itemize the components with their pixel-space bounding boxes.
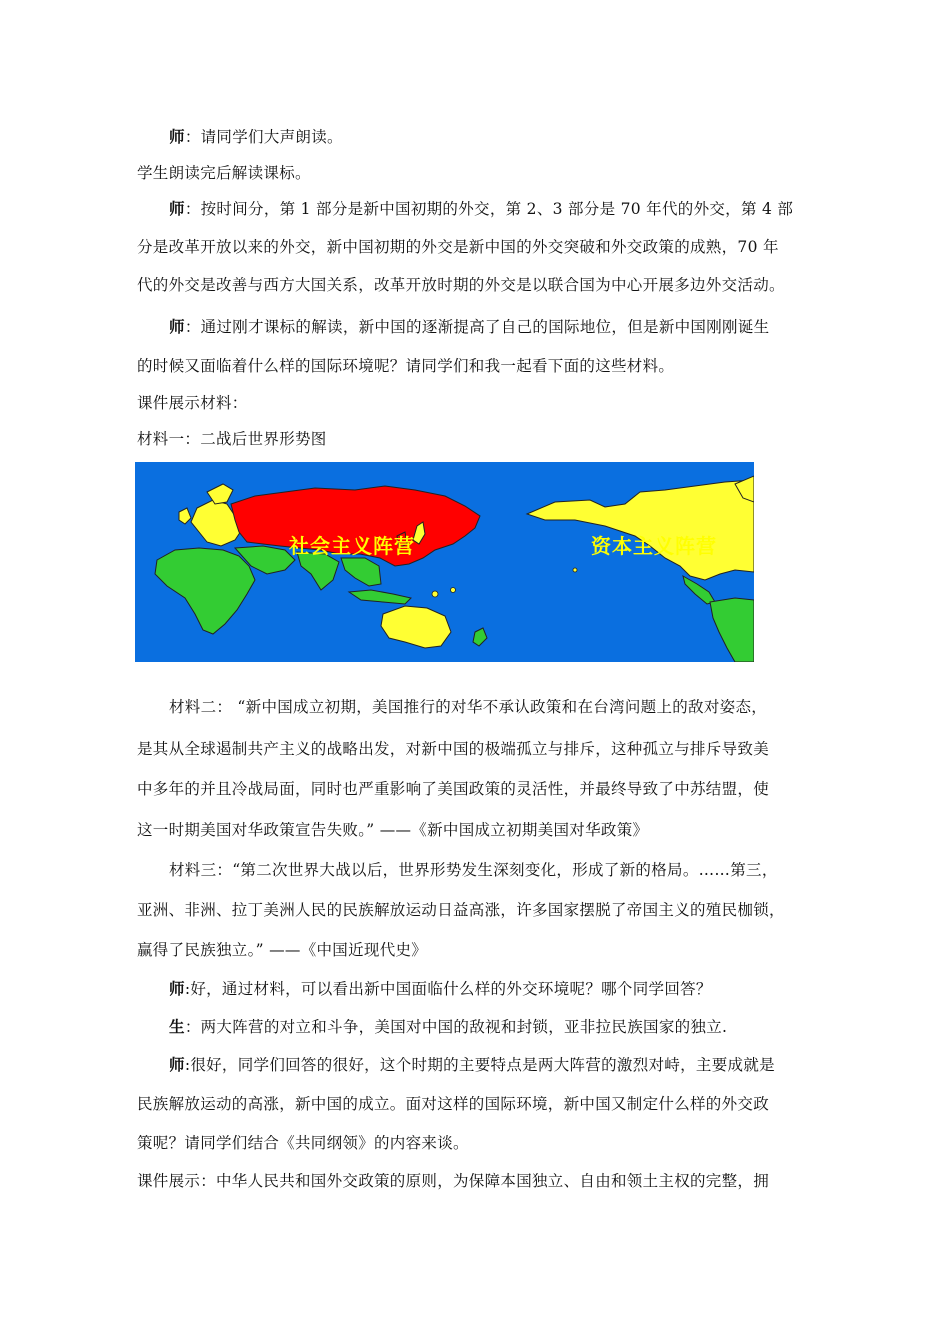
speaker-label: 生: [169, 1018, 185, 1036]
paragraph-7-line-4: 这一时期美国对华政策宣告失败。” ——《新中国成立初期美国对华政策》: [137, 821, 649, 839]
paragraph-7-line-3: 中多年的并且冷战局面，同时也严重影响了美国政策的灵活性，并最终导致了中苏结盟，使: [137, 780, 770, 798]
speaker-label: 师: [169, 318, 185, 336]
paragraph-3-line-2: 分是改革开放以来的外交，新中国初期的外交是新中国的外交突破和外交政策的成熟，70 年: [137, 238, 779, 256]
paragraph-8-line-2: 亚洲、非洲、拉丁美洲人民的民族解放运动日益高涨，许多国家摆脱了帝国主义的殖民枷锁，: [137, 901, 785, 919]
speaker-label: 师: [169, 200, 185, 218]
paragraph-1: [137, 118, 819, 156]
speaker-label: 师: [169, 128, 185, 146]
paragraph-12: 课件展示：中华人民共和国外交政策的原则，为保障本国独立、自由和领土主权的完整，拥: [137, 1172, 770, 1190]
paragraph-8-line-1: 材料三：“第二次世界大战以后，世界形势发生深刻变化，形成了新的格局。……第三，: [169, 861, 778, 879]
paragraph-4-line-2: 的时候又面临着什么样的国际环境呢？请同学们和我一起看下面的这些材料。: [137, 357, 675, 375]
paragraph-text: :很好，同学们回答的很好，这个时期的主要特点是两大阵营的激烈对峙，主要成就是: [184, 1056, 775, 1074]
island-dot: [451, 588, 456, 593]
paragraph-9: [137, 970, 819, 1008]
paragraph-11-line-3: 策呢？请同学们结合《共同纲领》的内容来谈。: [137, 1134, 469, 1152]
paragraph-5: 课件展示材料：: [137, 394, 248, 412]
paragraph-text: ：两大阵营的对立和斗争，美国对中国的敌视和封锁，亚非拉民族国家的独立.: [184, 1018, 728, 1036]
map-graphic: [135, 462, 754, 662]
paragraph-6: 材料一：二战后世界形势图: [137, 430, 327, 448]
island-dot: [573, 568, 577, 572]
speaker-label: 师: [169, 980, 185, 998]
paragraph-text: ：按时间分，第 1 部分是新中国初期的外交，第 2、3 部分是 70 年代的外交，第 4 部: [184, 200, 794, 218]
paragraph-10: [137, 1008, 819, 1046]
paragraph-8-line-3: 赢得了民族独立。” ——《中国近现代史》: [137, 941, 428, 959]
socialist-camp-label: 社会主义阵营: [289, 534, 415, 558]
paragraph-text: ：请同学们大声朗读。: [184, 128, 343, 146]
paragraph-2: 学生朗读完后解读课标。: [137, 164, 311, 182]
capitalist-camp-label: 资本主义阵营: [591, 534, 717, 558]
paragraph-text: :好，通过材料，可以看出新中国面临什么样的外交环境呢？哪个同学回答？: [184, 980, 712, 998]
paragraph-7-line-2: 是其从全球遏制共产主义的战略出发，对新中国的极端孤立与排斥，这种孤立与排斥导致美: [137, 740, 770, 758]
paragraph-text: ：通过刚才课标的解读，新中国的逐渐提高了自己的国际地位，但是新中国刚刚诞生: [184, 318, 770, 336]
paragraph-11-line-2: 民族解放运动的高涨，新中国的成立。面对这样的国际环境，新中国又制定什么样的外交政: [137, 1095, 770, 1113]
paragraph-3-line-3: 代的外交是改善与西方大国关系，改革开放时期的外交是以联合国为中心开展多边外交活动。: [137, 276, 785, 294]
paragraph-4-line-1: [137, 308, 819, 346]
paragraph-11-line-1: [137, 1046, 819, 1084]
world-situation-map: [135, 462, 754, 662]
paragraph-3-line-1: [137, 190, 819, 228]
speaker-label: 师: [169, 1056, 185, 1074]
paragraph-7-line-1: 材料二： “新中国成立初期，美国推行的对华不承认政策和在台湾问题上的敌对姿态，: [169, 698, 768, 716]
island-dot: [432, 591, 438, 597]
